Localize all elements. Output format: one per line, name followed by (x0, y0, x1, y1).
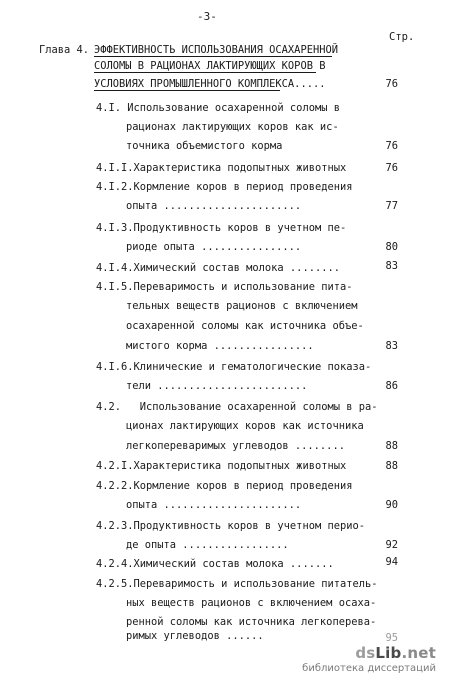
toc-entry-4-1-5-line-4: мистого корма ................ (126, 340, 314, 352)
toc-entry-4-1-line-2: рационах лактирующих коров как ис- (126, 121, 339, 133)
toc-entry-4-2-line-3: легкопереваримых углеводов ........ (126, 440, 345, 452)
chapter-label: Глава 4. (39, 44, 90, 56)
chapter-title-underline-1 (94, 56, 332, 57)
dslib-logo: dsLib.net (355, 644, 436, 662)
toc-entry-4-2-1: 4.2.I.Характеристика подопытных животных (96, 460, 347, 472)
toc-entry-4-2-4-page: 94 (385, 556, 398, 568)
toc-entry-4-1-5-line-1: 4.I.5.Переваримость и использование пита- (96, 281, 353, 293)
toc-entry-4-2-line-1: 4.2. Использование осахаренной соломы в ра- (96, 401, 378, 413)
toc-entry-4-2-page: 88 (385, 440, 398, 452)
chapter-title-underline-2 (94, 72, 316, 73)
toc-entry-4-1-6-line-2: тели ........................ (126, 380, 308, 392)
toc-entry-4-1-1: 4.I.I.Характеристика подопытных животных (96, 162, 347, 174)
toc-entry-4-2-1-page: 88 (385, 460, 398, 472)
toc-entry-4-2-3-line-1: 4.2.3.Продуктивность коров в учетном перио- (96, 520, 365, 532)
page-column-header: Стр. (389, 31, 415, 43)
dslib-watermark (302, 644, 436, 674)
toc-entry-4-1-5-page: 83 (385, 340, 398, 352)
toc-entry-4-1-4: 4.I.4.Химический состав молока ........ (96, 262, 340, 274)
toc-entry-4-2-3-line-2: де опыта ................. (126, 539, 289, 551)
toc-entry-4-2-5-line-1: 4.2.5.Переваримость и использование питатель- (96, 578, 378, 590)
toc-entry-4-2-line-2: ционах лактирующих коров как источника (126, 420, 364, 432)
toc-entry-4-1-3-page: 80 (385, 241, 398, 253)
chapter-title-line-1: ЭФФЕКТИВНОСТЬ ИСПОЛЬЗОВАНИЯ ОСАХАРЕННОЙ (94, 44, 338, 56)
toc-entry-4-1-3-line-2: риоде опыта ................ (126, 241, 302, 253)
toc-entry-4-1-3-line-1: 4.I.3.Продуктивность коров в учетном пе- (96, 222, 347, 234)
chapter-title-underline-3 (94, 90, 280, 91)
toc-entry-4-2-5-page: 95 (385, 632, 398, 644)
toc-entry-4-2-5-line-2: ных веществ рационов с включением осаха- (126, 597, 377, 609)
toc-entry-4-1-5-line-3: осахаренной соломы как источника объе- (126, 320, 364, 332)
toc-entry-4-1-6-line-1: 4.I.6.Клинические и гематологические показа- (96, 361, 372, 373)
toc-entry-4-2-5-line-4: римых углеводов ...... (126, 630, 264, 642)
chapter-title-line-3: УСЛОВИЯХ ПРОМЫШЛЕННОГО КОМПЛЕКСА..... (94, 78, 326, 90)
toc-entry-4-2-4: 4.2.4.Химический состав молока ....... (96, 558, 334, 570)
toc-entry-4-1-5-line-2: тельных веществ рационов с включением (126, 300, 358, 312)
toc-entry-4-1-4-page: 83 (385, 260, 398, 272)
toc-entry-4-1-line-3: точника объемистого корма (126, 140, 283, 152)
chapter-title-line-2: СОЛОМЫ В РАЦИОНАХ ЛАКТИРУЮЩИХ КОРОВ В (94, 60, 326, 72)
toc-entry-4-2-5-line-3: ренной соломы как источника легкоперева- (126, 616, 377, 628)
toc-entry-4-2-2-line-1: 4.2.2.Кормление коров в период проведения (96, 480, 353, 492)
toc-entry-4-1-6-page: 86 (385, 380, 398, 392)
toc-entry-4-1-1-page: 76 (385, 162, 398, 174)
toc-entry-4-1-2-line-2: опыта ...................... (126, 200, 302, 212)
toc-entry-4-2-2-page: 90 (385, 499, 398, 511)
toc-entry-4-1-page: 76 (385, 140, 398, 152)
toc-entry-4-2-3-page: 92 (385, 539, 398, 551)
toc-entry-4-1-2-line-1: 4.I.2.Кормление коров в период проведения (96, 181, 353, 193)
dslib-subtitle: библиотека диссертаций (302, 663, 436, 674)
toc-entry-4-1-2-page: 77 (385, 200, 398, 212)
toc-entry-4-1-line-1: 4.I. Использование осахаренной соломы в (96, 102, 340, 114)
toc-entry-4-2-2-line-2: опыта ...................... (126, 499, 302, 511)
chapter-page: 76 (385, 78, 398, 90)
page-number: -3- (197, 10, 217, 23)
